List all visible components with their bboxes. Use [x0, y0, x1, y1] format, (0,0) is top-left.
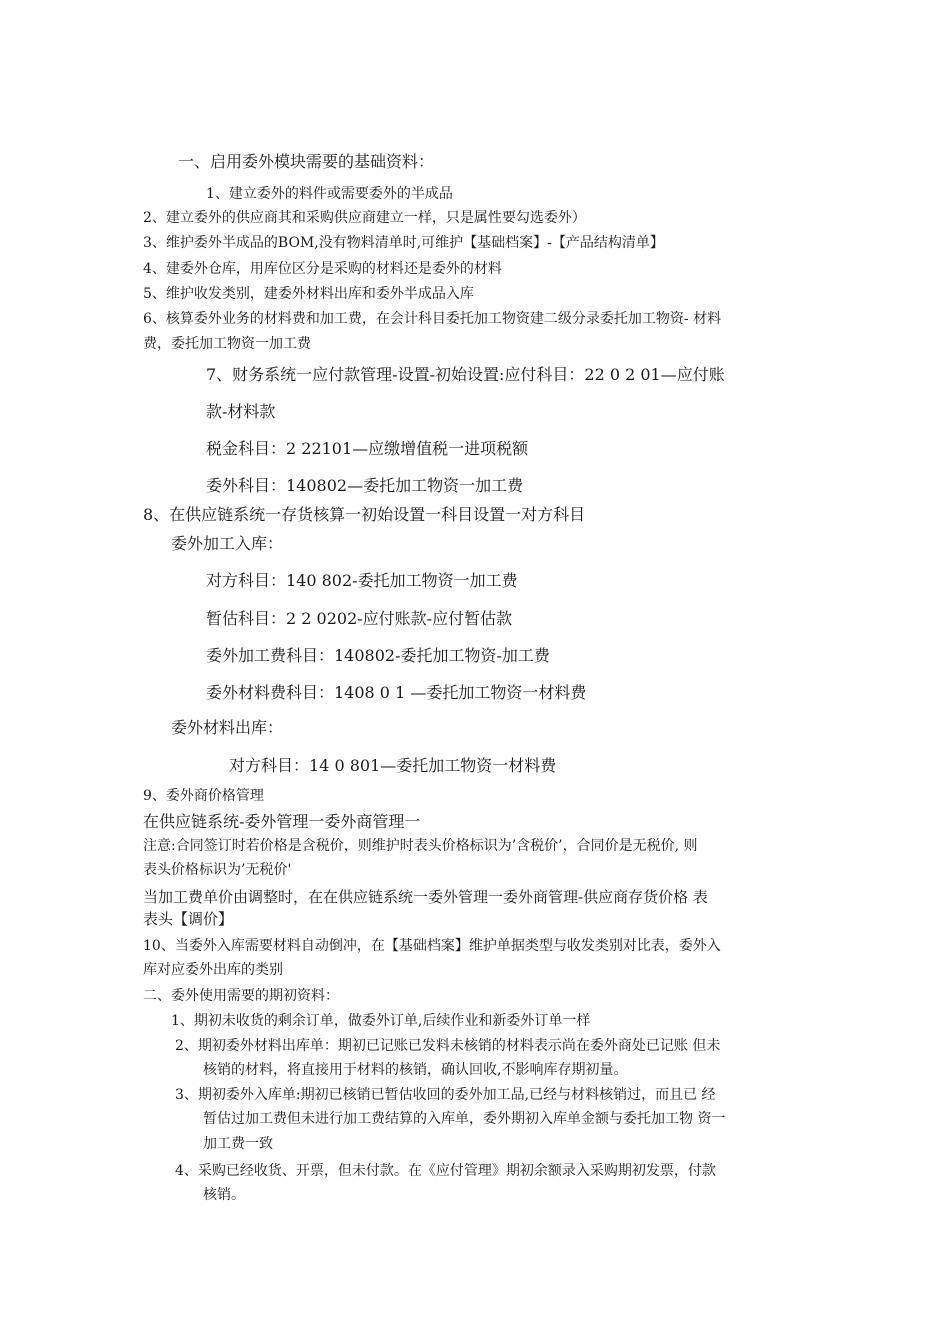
text-line: 10、当委外入库需要材料自动倒冲，在【基础档案】维护单据类型与收发类别对比表，委外入 — [143, 938, 721, 954]
text-line: 5、维护收发类别，建委外材料出库和委外半成品入库 — [143, 286, 474, 302]
text-line: 加工费一致 — [203, 1136, 273, 1152]
text-line: 在供应链系统-委外管理一委外商管理一 — [143, 812, 421, 831]
text-line: 2、期初委外材料出库单：期初已记账已发料未核销的材料表示尚在委外商处已记账 但未 — [175, 1038, 721, 1054]
text-line: 费，委托加工物资一加工费 — [143, 336, 311, 352]
text-line: 委外加工入库： — [171, 534, 284, 553]
text-line: 暂估科目：2 2 0202-应付账款-应付暂估款 — [206, 609, 513, 628]
text-line: 注意:合同签订时若价格是含税价，则维护时表头价格标识为’含税价’，合同价是无税价, 则 — [143, 838, 698, 854]
text-line: 暂估过加工费但未进行加工费结算的入库单，委外期初入库单金额与委托加工物 资一 — [203, 1111, 726, 1127]
text-line: 1、期初未收货的剩余订单，做委外订单,后续作业和新委外订单一样 — [171, 1013, 591, 1029]
text-line: 6、核算委外业务的材料费和加工费，在会计科目委托加工物资建二级分录委托加工物资- 材料 — [143, 311, 722, 327]
text-line: 委外材料费科目：1408 0 1 —委托加工物资一材料费 — [206, 683, 587, 702]
text-line: 7、财务系统一应付款管理-设置-初始设置:应付科目：22 0 2 01—应付账 — [206, 365, 725, 384]
text-line: 2、建立委外的供应商其和采购供应商建立一样，只是属性要勾选委外） — [143, 210, 586, 226]
text-line: 3、期初委外入库单:期初已核销已暂估收回的委外加工品,已经与材料核销过，而且已 经 — [175, 1087, 716, 1103]
text-line: 款-材料款 — [206, 402, 276, 421]
text-line: 当加工费单价由调整时，在在供应链系统一委外管理一委外商管理-供应商存货价格 表 — [143, 888, 708, 906]
text-line: 4、建委外仓库，用库位区分是采购的材料还是委外的材料 — [143, 261, 502, 277]
text-line: 3、维护委外半成品的BOM,没有物料清单时,可维护【基础档案】-【产品结构清单】 — [143, 235, 664, 251]
text-line: 对方科目：140 802-委托加工物资一加工费 — [206, 571, 518, 590]
text-line: 核销的材料，将直接用于材料的核销，确认回收,不影响库存期初量。 — [203, 1062, 628, 1078]
text-line: 委外科目：140802—委托加工物资一加工费 — [206, 476, 524, 495]
text-line: 库对应委外出库的类别 — [143, 962, 283, 978]
text-line: 核销。 — [203, 1187, 245, 1203]
text-line: 表头【调价】 — [143, 910, 234, 928]
text-line: 对方科目：14 0 801—委托加工物资一材料费 — [229, 756, 557, 775]
text-line: 9、委外商价格管理 — [143, 788, 264, 804]
text-line: 8、在供应链系统一存货核算一初始设置一科目设置一对方科目 — [143, 505, 586, 524]
text-line: 税金科目：2 22101—应缴增值税一进项税额 — [206, 439, 529, 458]
text-line: 委外加工费科目：140802-委托加工物资-加工费 — [206, 646, 550, 665]
section-heading-1: 一、启用委外模块需要的基础资料： — [178, 152, 435, 171]
section-heading-2: 二、委外使用需要的期初资料： — [143, 988, 339, 1004]
text-line: 4、采购已经收货、开票，但未付款。在《应付管理》期初余额录入采购期初发票，付款 — [175, 1163, 716, 1179]
text-line: 1、建立委外的料件或需要委外的半成品 — [206, 186, 453, 202]
text-line: 委外材料出库： — [171, 718, 284, 737]
text-line: 表头价格标识为’无税价' — [143, 862, 292, 878]
